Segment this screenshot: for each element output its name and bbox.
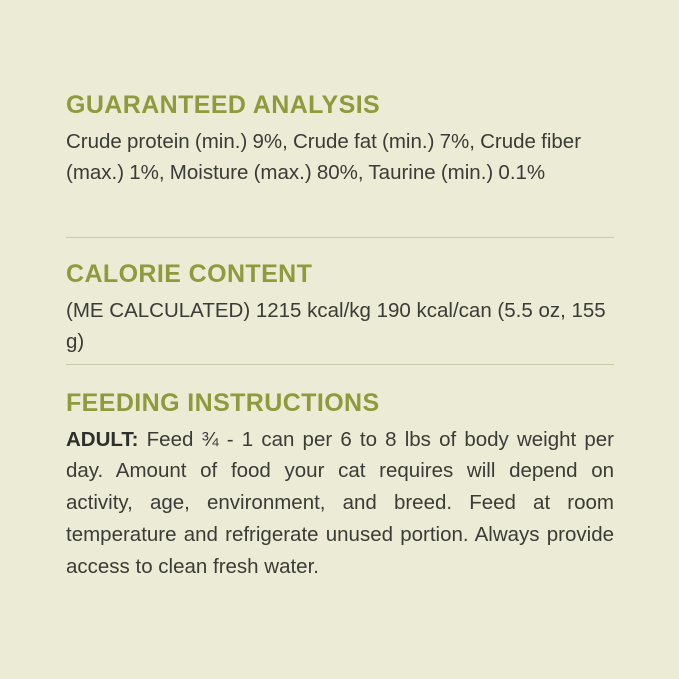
feeding-adult-label: ADULT:	[66, 427, 139, 451]
feeding-instructions-title: FEEDING INSTRUCTIONS	[66, 389, 380, 417]
feeding-instructions-body	[66, 424, 614, 583]
nutrition-panel	[66, 0, 614, 679]
guaranteed-analysis-title: GUARANTEED ANALYSIS	[66, 91, 381, 119]
section-calorie-content	[66, 261, 614, 358]
section-feeding-instructions	[66, 390, 614, 582]
divider-two	[66, 364, 614, 365]
guaranteed-analysis-body: Crude protein (min.) 9%, Crude fat (min.) 7%, Crude fiber (max.) 1%, Moisture (max.) 80%, Taurine (min.) 0.1%	[66, 129, 582, 185]
feeding-instructions-text: Feed ¾ - 1 can per 6 to 8 lbs of body weight per day. Amount of food your cat requires will depend on activity, age, environment, and breed. Feed at room temperature and refrigerate unused portion. Always provide access to clean fresh water.	[66, 427, 614, 578]
divider-one	[66, 237, 614, 238]
calorie-content-title: CALORIE CONTENT	[66, 260, 313, 288]
section-guaranteed-analysis	[66, 92, 614, 189]
calorie-content-body: (ME CALCULATED) 1215 kcal/kg 190 kcal/can (5.5 oz, 155 g)	[66, 298, 606, 354]
